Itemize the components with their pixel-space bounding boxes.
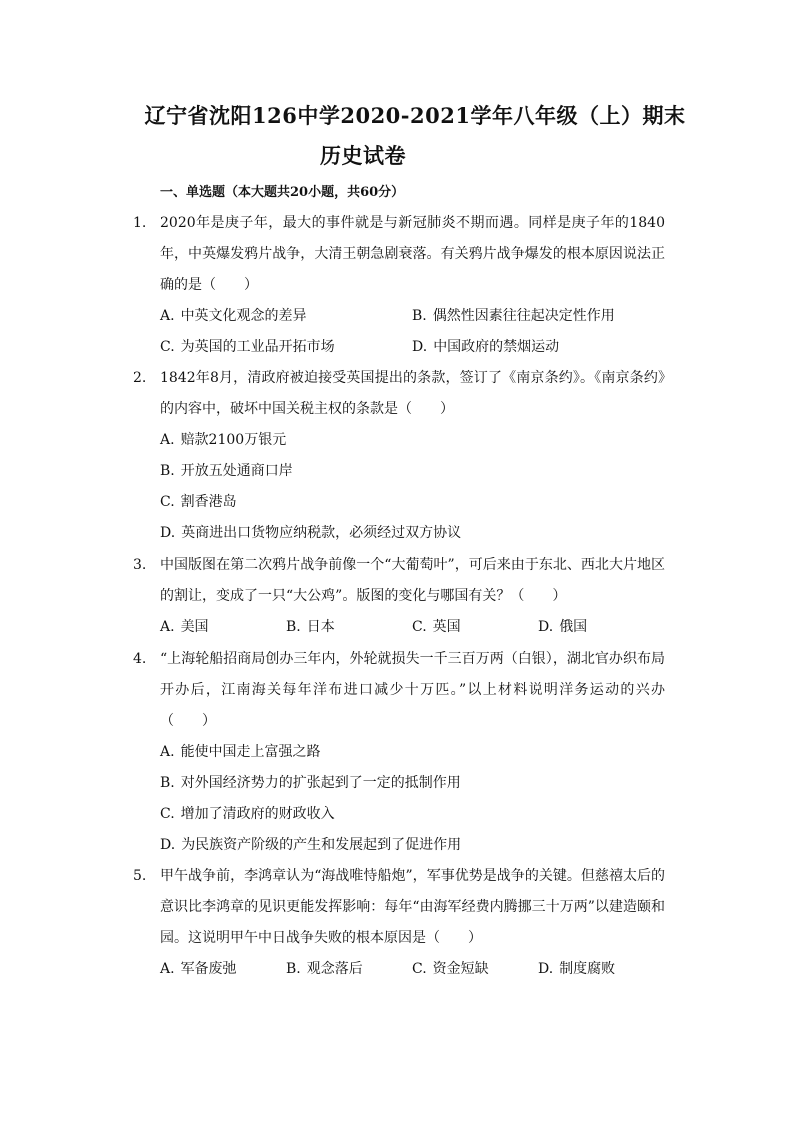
option-letter: B. [160, 775, 175, 791]
option-letter: C. [412, 619, 427, 635]
option-b[interactable] [286, 954, 412, 985]
option-letter: B. [160, 463, 175, 479]
option-text: 制度腐败 [559, 961, 616, 977]
option-c[interactable] [160, 332, 412, 363]
question-text: 甲午战争前，李鸿章认为“海战唯恃船炮”，军事优势是战争的关键。但慈禧太后的意识比李鸿章的见识更能发挥影响：每年“由海军经费内腾挪三十万两”以建造颐和园。这说明甲午中日战争失败的根本原因是（ ） [160, 868, 665, 946]
option-text: 观念落后 [306, 961, 363, 977]
option-text: 割香港岛 [180, 494, 237, 510]
option-b[interactable] [412, 301, 664, 332]
option-b[interactable] [160, 768, 665, 799]
page-title: 辽宁省沈阳126中学2020-2021学年八年级（上）期末 [144, 103, 686, 128]
question-4 [133, 644, 665, 861]
option-text: 赔款2100万银元 [180, 432, 287, 448]
option-a[interactable] [160, 425, 665, 456]
option-letter: C. [412, 961, 427, 977]
option-d[interactable] [160, 518, 665, 549]
option-letter: B. [286, 961, 301, 977]
option-c[interactable] [412, 612, 538, 643]
option-d[interactable] [538, 954, 664, 985]
option-text: 美国 [180, 619, 209, 635]
option-letter: C. [160, 494, 175, 510]
option-letter: A. [160, 432, 175, 448]
option-text: 偶然性因素往往起决定性作用 [432, 308, 615, 324]
option-text: 军备废弛 [180, 961, 237, 977]
option-a[interactable] [160, 737, 665, 768]
option-text: 中英文化观念的差异 [180, 308, 307, 324]
option-text: 开放五处通商口岸 [180, 463, 293, 479]
question-text: “上海轮船招商局创办三年内，外轮就损失一千三百万两（白银），湖北官办织布局开办后，江南海关每年洋布进口减少十万匹。”以上材料说明洋务运动的兴办（ ） [160, 651, 665, 729]
option-letter: D. [538, 619, 554, 635]
option-letter: A. [160, 619, 175, 635]
option-letter: C. [160, 806, 175, 822]
option-text: 对外国经济势力的扩张起到了一定的抵制作用 [180, 775, 461, 791]
option-text: 英国 [432, 619, 461, 635]
question-2 [133, 363, 665, 549]
option-text: 能使中国走上富强之路 [180, 744, 321, 760]
option-letter: A. [160, 961, 175, 977]
option-letter: D. [160, 837, 176, 853]
option-letter: D. [412, 339, 428, 355]
section-heading: 一、单选题（本大题共20小题，共60分） [160, 185, 405, 200]
option-text: 英商进出口货物应纳税款，必须经过双方协议 [181, 525, 462, 541]
option-text: 中国政府的禁烟运动 [433, 339, 560, 355]
option-text: 资金短缺 [432, 961, 489, 977]
option-text: 增加了清政府的财政收入 [180, 806, 335, 822]
question-text: 1842年8月，清政府被迫接受英国提出的条款，签订了《南京条约》。《南京条约》的内容中，破坏中国关税主权的条款是（ ） [160, 370, 665, 417]
option-letter: A. [160, 308, 175, 324]
option-c[interactable] [160, 487, 665, 518]
question-text: 中国版图在第二次鸦片战争前像一个“大葡萄叶”，可后来由于东北、西北大片地区的割让，变成了一只“大公鸡”。版图的变化与哪国有关？（ ） [160, 557, 665, 604]
options-row [160, 301, 665, 332]
question-3 [133, 550, 665, 643]
question-1 [133, 208, 665, 363]
option-c[interactable] [160, 799, 665, 830]
options-row [160, 612, 665, 643]
option-text: 日本 [306, 619, 335, 635]
option-a[interactable] [160, 301, 412, 332]
option-letter: B. [286, 619, 301, 635]
question-number: 3. [133, 557, 147, 573]
option-b[interactable] [286, 612, 412, 643]
question-number: 1. [133, 215, 147, 231]
page-subtitle: 历史试卷 [320, 143, 406, 168]
options-row [160, 332, 665, 363]
option-a[interactable] [160, 954, 286, 985]
options-row [160, 954, 665, 985]
option-letter: B. [412, 308, 427, 324]
question-text: 2020年是庚子年，最大的事件就是与新冠肺炎不期而遇。同样是庚子年的1840年，中英爆发鸦片战争，大清王朝急剧衰落。有关鸦片战争爆发的根本原因说法正确的是（ ） [160, 215, 665, 293]
option-letter: D. [160, 525, 176, 541]
option-text: 俄国 [559, 619, 588, 635]
option-c[interactable] [412, 954, 538, 985]
option-a[interactable] [160, 612, 286, 643]
question-number: 5. [133, 868, 147, 884]
option-b[interactable] [160, 456, 665, 487]
question-number: 2. [133, 370, 147, 386]
option-letter: D. [538, 961, 554, 977]
option-letter: A. [160, 744, 175, 760]
question-number: 4. [133, 651, 147, 667]
question-5 [133, 861, 665, 985]
option-text: 为英国的工业品开拓市场 [180, 339, 335, 355]
option-d[interactable] [160, 830, 665, 861]
option-letter: C. [160, 339, 175, 355]
option-d[interactable] [412, 332, 664, 363]
option-d[interactable] [538, 612, 664, 643]
option-text: 为民族资产阶级的产生和发展起到了促进作用 [181, 837, 462, 853]
